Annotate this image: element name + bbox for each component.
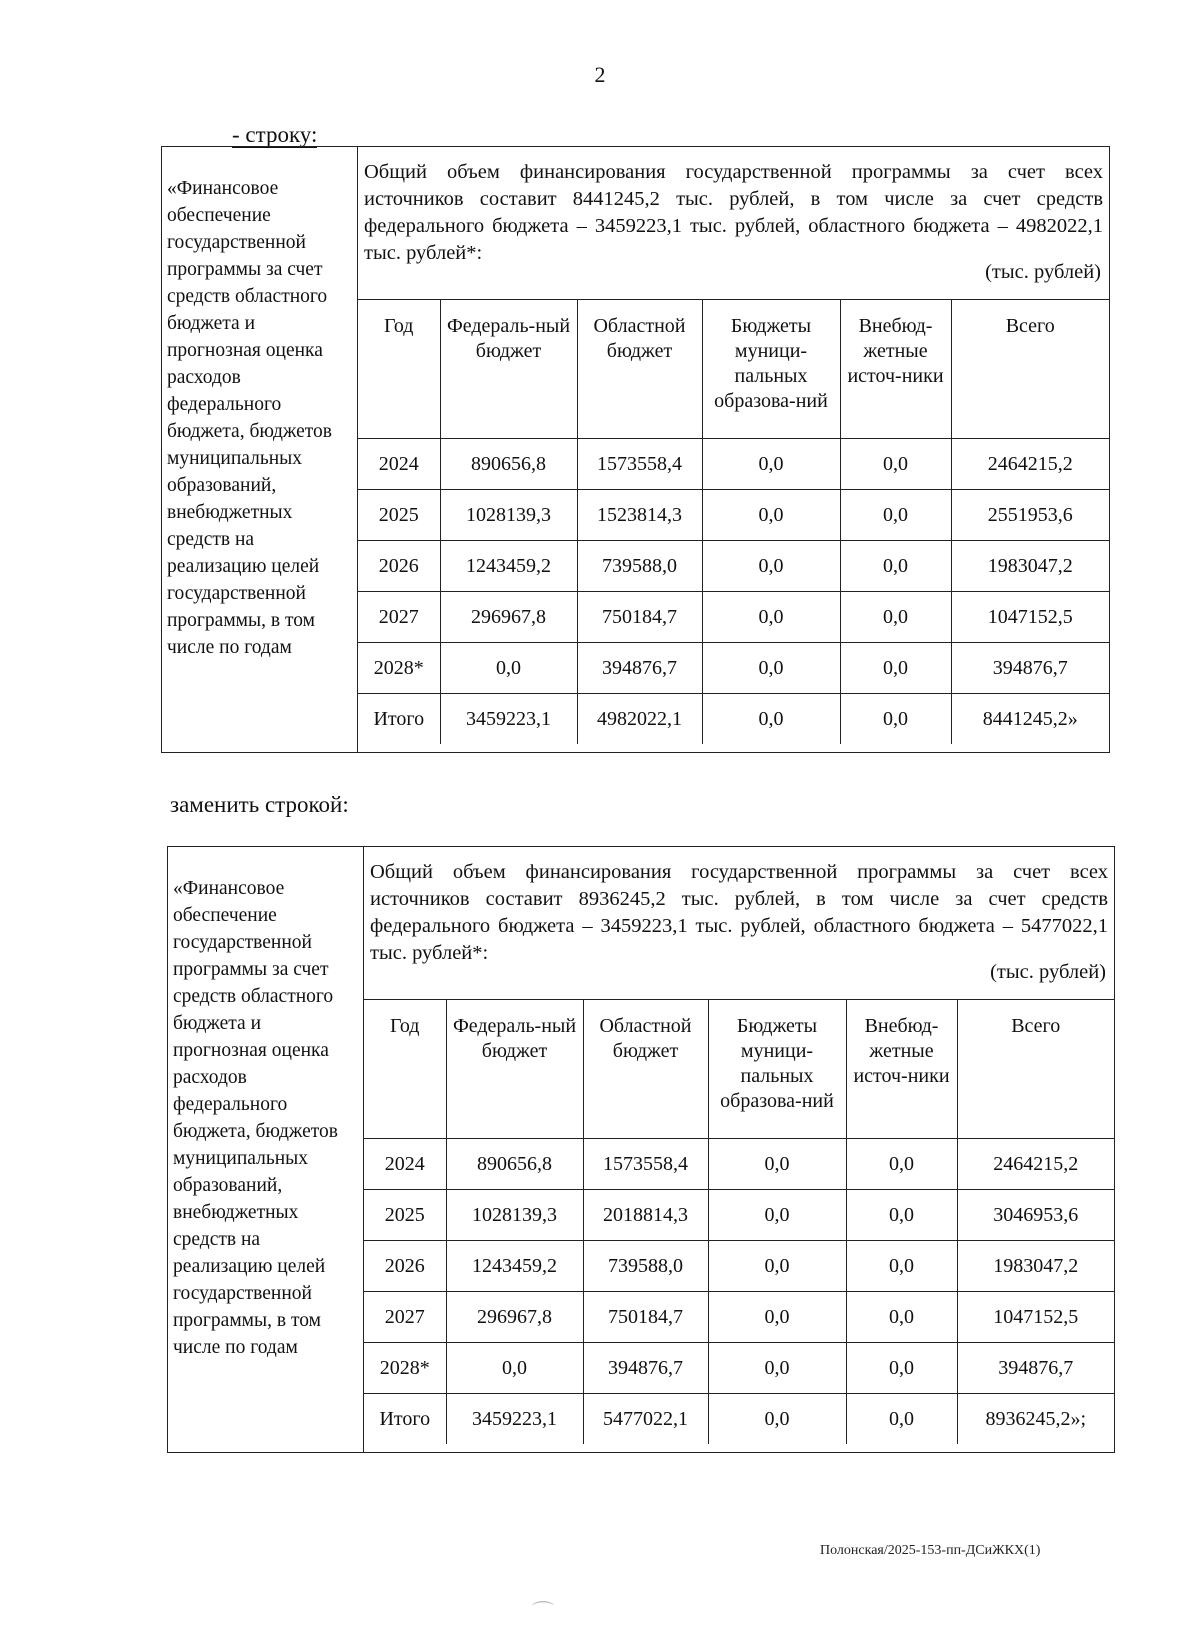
new-row-content	[364, 847, 1114, 1452]
cell-regional: 1573558,4	[583, 1139, 708, 1190]
cell-total: 2551953,6	[951, 490, 1109, 541]
intro-with-text: заменить строкой:	[170, 792, 349, 817]
cell-regional: 1523814,3	[577, 490, 702, 541]
old-row-block	[161, 146, 1110, 753]
cell-extra: 0,0	[840, 592, 951, 643]
cell-regional: 5477022,1	[583, 1394, 708, 1445]
cell-regional: 2018814,3	[583, 1190, 708, 1241]
table-row	[358, 541, 1109, 592]
table-header-row	[358, 300, 1109, 439]
table-row	[364, 1241, 1114, 1292]
new-funding-table	[364, 999, 1114, 1444]
cell-year: Итого	[358, 694, 440, 745]
cell-municipal: 0,0	[702, 541, 840, 592]
cell-extra: 0,0	[840, 439, 951, 490]
table-row	[358, 694, 1109, 745]
cell-federal: 3459223,1	[446, 1394, 583, 1445]
cell-year: 2025	[364, 1190, 446, 1241]
table-row	[364, 1139, 1114, 1190]
cell-regional: 750184,7	[583, 1292, 708, 1343]
cell-total: 394876,7	[951, 643, 1109, 694]
intro-replace-label: - строку:	[232, 122, 318, 147]
cell-total: 3046953,6	[957, 1190, 1114, 1241]
cell-year: Итого	[364, 1394, 446, 1445]
cell-federal: 0,0	[440, 643, 577, 694]
cell-extra: 0,0	[840, 694, 951, 745]
cell-federal: 296967,8	[440, 592, 577, 643]
cell-year: 2025	[358, 490, 440, 541]
cell-year: 2028*	[358, 643, 440, 694]
header-total: Всего	[951, 300, 1109, 439]
page-number: 2	[594, 62, 606, 87]
header-extra: Внебюд-жетные источ-ники	[840, 300, 951, 439]
old-unit-label: (тыс. рублей)	[985, 261, 1101, 283]
cell-total: 2464215,2	[957, 1139, 1114, 1190]
old-summary-text: Общий объем финансирования государственной программы за счет всех источников составит 8441245,2 тыс. рублей, в том числе за счет средств федерального бюджета – 3459223,1 тыс. рублей, областного бюджета – 4982022,1 тыс. рублей*:	[364, 161, 1103, 264]
intro-replace-text	[232, 122, 317, 148]
cell-total: 8441245,2»	[951, 694, 1109, 745]
new-row-block	[167, 846, 1115, 1453]
table-row	[358, 439, 1109, 490]
cell-total: 394876,7	[957, 1343, 1114, 1394]
cell-municipal: 0,0	[702, 643, 840, 694]
cell-federal: 1028139,3	[440, 490, 577, 541]
table-row	[364, 1190, 1114, 1241]
old-row-content	[358, 147, 1109, 752]
cell-extra: 0,0	[846, 1292, 957, 1343]
table-row	[358, 643, 1109, 694]
cell-year: 2027	[364, 1292, 446, 1343]
cell-municipal: 0,0	[708, 1139, 846, 1190]
cell-regional: 750184,7	[577, 592, 702, 643]
table-row	[358, 490, 1109, 541]
cell-year: 2028*	[364, 1343, 446, 1394]
cell-federal: 0,0	[446, 1343, 583, 1394]
cell-municipal: 0,0	[708, 1241, 846, 1292]
cell-federal: 1243459,2	[440, 541, 577, 592]
cell-municipal: 0,0	[702, 694, 840, 745]
cell-total: 1983047,2	[951, 541, 1109, 592]
old-funding-table	[358, 299, 1109, 744]
old-row-label: «Финансовое обеспечение государственной программы за счет средств областного бюджета и прогнозная оценка расходов федерального бюджета, бюджетов муниципальных образований, внебюджетных средств на реализацию целей государственной программы, в том числе по годам	[162, 147, 358, 752]
cell-year: 2027	[358, 592, 440, 643]
cell-extra: 0,0	[846, 1241, 957, 1292]
header-regional: Областной бюджет	[577, 300, 702, 439]
cell-municipal: 0,0	[702, 592, 840, 643]
header-municipal: Бюджеты муници-пальных образова-ний	[702, 300, 840, 439]
cell-extra: 0,0	[840, 643, 951, 694]
cell-municipal: 0,0	[708, 1394, 846, 1445]
new-unit-label: (тыс. рублей)	[990, 961, 1106, 983]
header-extra: Внебюд-жетные источ-ники	[846, 1000, 957, 1139]
cell-regional: 394876,7	[583, 1343, 708, 1394]
cell-year: 2024	[364, 1139, 446, 1190]
cell-year: 2024	[358, 439, 440, 490]
cell-total: 1983047,2	[957, 1241, 1114, 1292]
header-municipal: Бюджеты муници-пальных образова-ний	[708, 1000, 846, 1139]
new-row-label: «Финансовое обеспечение государственной программы за счет средств областного бюджета и прогнозная оценка расходов федерального бюджета, бюджетов муниципальных образований, внебюджетных средств на реализацию целей государственной программы, в том числе по годам	[168, 847, 364, 1452]
table-header-row	[364, 1000, 1114, 1139]
cell-regional: 739588,0	[583, 1241, 708, 1292]
cell-municipal: 0,0	[702, 490, 840, 541]
cell-regional: 1573558,4	[577, 439, 702, 490]
cell-municipal: 0,0	[708, 1343, 846, 1394]
cell-regional: 739588,0	[577, 541, 702, 592]
cell-extra: 0,0	[846, 1394, 957, 1445]
cell-year: 2026	[364, 1241, 446, 1292]
cell-total: 1047152,5	[951, 592, 1109, 643]
table-row	[364, 1394, 1114, 1445]
cell-federal: 296967,8	[446, 1292, 583, 1343]
header-federal: Федераль-ный бюджет	[440, 300, 577, 439]
table-row	[364, 1343, 1114, 1394]
cell-federal: 3459223,1	[440, 694, 577, 745]
cell-extra: 0,0	[846, 1190, 957, 1241]
cell-total: 8936245,2»;	[957, 1394, 1114, 1445]
cell-federal: 1028139,3	[446, 1190, 583, 1241]
scan-mark: ⌒	[532, 1600, 555, 1625]
cell-federal: 1243459,2	[446, 1241, 583, 1292]
cell-total: 1047152,5	[957, 1292, 1114, 1343]
footer-reference: Полонская/2025-153-пп-ДСиЖКХ(1)	[820, 1543, 1041, 1558]
cell-municipal: 0,0	[702, 439, 840, 490]
table-row	[364, 1292, 1114, 1343]
header-year: Год	[364, 1000, 446, 1139]
cell-municipal: 0,0	[708, 1292, 846, 1343]
new-summary-text: Общий объем финансирования государственной программы за счет всех источников составит 8936245,2 тыс. рублей, в том числе за счет средств федерального бюджета – 3459223,1 тыс. рублей, областного бюджета – 5477022,1 тыс. рублей*:	[370, 861, 1108, 964]
cell-federal: 890656,8	[446, 1139, 583, 1190]
cell-extra: 0,0	[846, 1139, 957, 1190]
cell-municipal: 0,0	[708, 1190, 846, 1241]
header-total: Всего	[957, 1000, 1114, 1139]
header-federal: Федераль-ный бюджет	[446, 1000, 583, 1139]
header-year: Год	[358, 300, 440, 439]
cell-extra: 0,0	[840, 490, 951, 541]
header-regional: Областной бюджет	[583, 1000, 708, 1139]
cell-regional: 394876,7	[577, 643, 702, 694]
table-row	[358, 592, 1109, 643]
cell-total: 2464215,2	[951, 439, 1109, 490]
cell-federal: 890656,8	[440, 439, 577, 490]
cell-year: 2026	[358, 541, 440, 592]
cell-regional: 4982022,1	[577, 694, 702, 745]
cell-extra: 0,0	[846, 1343, 957, 1394]
cell-extra: 0,0	[840, 541, 951, 592]
